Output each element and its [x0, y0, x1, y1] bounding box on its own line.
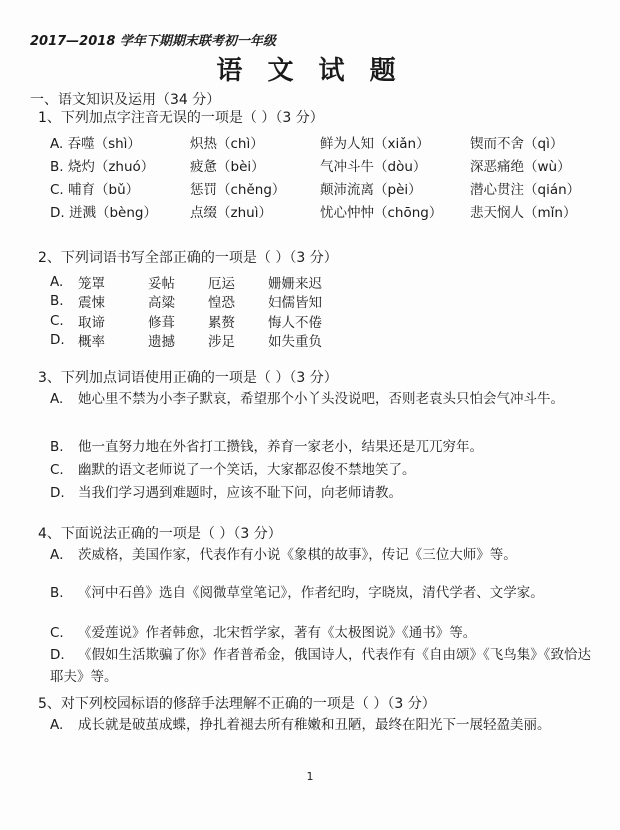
section-title: 一、语文知识及运用（34 分） [30, 92, 221, 108]
option-cell: 潜心贯注（qián） [470, 181, 581, 198]
option-text: 幽默的语文老师说了一个笑话，大家都忍俊不禁地笑了。 [78, 462, 416, 478]
question-4-option-b [50, 582, 595, 604]
option-cell: 累赘 [208, 314, 235, 331]
option-letter: C. [50, 625, 64, 641]
option-cell: 修葺 [148, 314, 175, 331]
option-text: 当我们学习遇到难题时，应该不耻下问，向老师请教。 [78, 485, 402, 501]
exam-header: 2017—2018 学年下期期末联考初一年级 [30, 34, 276, 49]
question-5-stem [38, 694, 598, 714]
option-letter: B. [50, 585, 64, 601]
option-text: 茨威格，美国作家，代表作有小说《象棋的故事》，传记《三位大师》等。 [78, 547, 517, 563]
option-row [50, 153, 590, 176]
option-cell: 妇儒皆知 [268, 295, 322, 312]
option-cell: 惩罚（chěng） [190, 181, 286, 198]
option-cell: D. 迸溅（bèng） [50, 204, 157, 221]
option-text: 她心里不禁为小李子默哀，希望那个小丫头没说吧，否则老袁头只怕会气冲斗牛。 [78, 391, 564, 407]
option-cell: 惶恐 [208, 295, 235, 312]
page-title: 语 文 试 题 [216, 56, 404, 86]
question-1-options [50, 130, 590, 222]
option-row [50, 311, 368, 331]
question-4-option-d [50, 644, 595, 688]
option-row [50, 272, 368, 292]
option-text: 《假如生活欺骗了你》作者普希金，俄国诗人，代表作有《自由颂》《飞鸟集》《致恰达耶夫》等。 [50, 647, 591, 685]
option-letter: B. [50, 293, 64, 310]
option-cell: 震悚 [78, 295, 105, 312]
option-cell: C. 哺育（bǔ） [50, 181, 140, 198]
option-row [50, 130, 590, 153]
option-row [50, 199, 590, 222]
option-row [50, 331, 368, 351]
question-3-option-c [50, 459, 595, 481]
option-cell: 悔人不倦 [268, 314, 322, 331]
question-3-option-a [50, 388, 595, 410]
option-cell: 点缀（zhuì） [190, 204, 272, 221]
question-3-option-b [50, 436, 595, 458]
option-row [50, 176, 590, 199]
question-3-option-d [50, 482, 595, 504]
question-stem: 3、下列加点词语使用正确的一项是（ ）（3 分） [38, 370, 338, 386]
option-cell: 锲而不舍（qì） [470, 135, 564, 152]
option-letter: B. [50, 439, 64, 455]
option-letter: A. [50, 391, 64, 407]
option-letter: A. [50, 273, 64, 290]
option-cell: 取谛 [78, 314, 105, 331]
option-cell: 概率 [78, 334, 105, 351]
option-cell: 颠沛流离（pèi） [320, 181, 422, 198]
option-text: 《爱莲说》作者韩愈，北宋哲学家，著有《太极图说》《通书》等。 [78, 625, 477, 641]
option-cell: 悲天悯人（mǐn） [470, 204, 577, 221]
option-cell: 厄运 [208, 275, 235, 292]
option-cell: 如失重负 [268, 334, 322, 351]
question-2-options [50, 272, 368, 350]
option-row [50, 292, 368, 312]
option-cell: 妥帖 [148, 275, 175, 292]
option-text: 成长就是破茧成蝶，挣扎着褪去所有稚嫩和丑陋，最终在阳光下一展轻盈美丽。 [78, 717, 551, 733]
option-text: 《河中石兽》选自《阅微草堂笔记》，作者纪昀，字晓岚，清代学者、文学家。 [78, 585, 544, 601]
option-cell: 气冲斗牛（dòu） [320, 158, 427, 175]
option-letter: D. [50, 332, 65, 349]
option-cell: 深恶痛绝（wù） [470, 158, 571, 175]
option-cell: 疲惫（bèi） [190, 158, 265, 175]
question-4-option-c [50, 622, 595, 644]
option-cell: A. 吞噬（shì） [50, 135, 141, 152]
option-cell: 笼罩 [78, 275, 105, 292]
option-cell: 遗撼 [148, 334, 175, 351]
question-stem: 5、对下列校园标语的修辞手法理解不正确的一项是（ ）（3 分） [38, 696, 436, 712]
option-cell: 姗姗来迟 [268, 275, 322, 292]
question-4-stem [38, 524, 598, 544]
option-cell: B. 烧灼（zhuó） [50, 158, 155, 175]
question-3-stem [38, 368, 598, 388]
question-2-stem [38, 248, 598, 268]
option-cell: 鲜为人知（xiǎn） [320, 135, 430, 152]
option-letter: D. [50, 485, 65, 501]
option-text: 他一直努力地在外省打工攒钱，养育一家老小，结果还是兀兀穷年。 [78, 439, 483, 455]
question-1-stem [38, 108, 598, 128]
option-letter: A． [50, 547, 73, 563]
option-cell: 高粱 [148, 295, 175, 312]
option-letter: C. [50, 312, 64, 329]
option-letter: D. [50, 647, 65, 663]
page-number: 1 [306, 770, 314, 783]
option-cell: 涉足 [208, 334, 235, 351]
option-cell: 忧心忡忡（chōng） [320, 204, 443, 221]
option-letter: C. [50, 462, 64, 478]
question-4-option-a [50, 544, 595, 566]
question-5-option-a [50, 714, 595, 736]
question-stem: 4、下面说法正确的一项是（ ）（3 分） [38, 526, 282, 542]
option-letter: A. [50, 717, 64, 733]
question-stem: 2、下列词语书写全部正确的一项是（ ）（3 分） [38, 250, 338, 266]
option-cell: 炽热（chì） [190, 135, 264, 152]
question-stem: 1、下列加点字注音无误的一项是（ ）（3 分） [38, 110, 324, 126]
